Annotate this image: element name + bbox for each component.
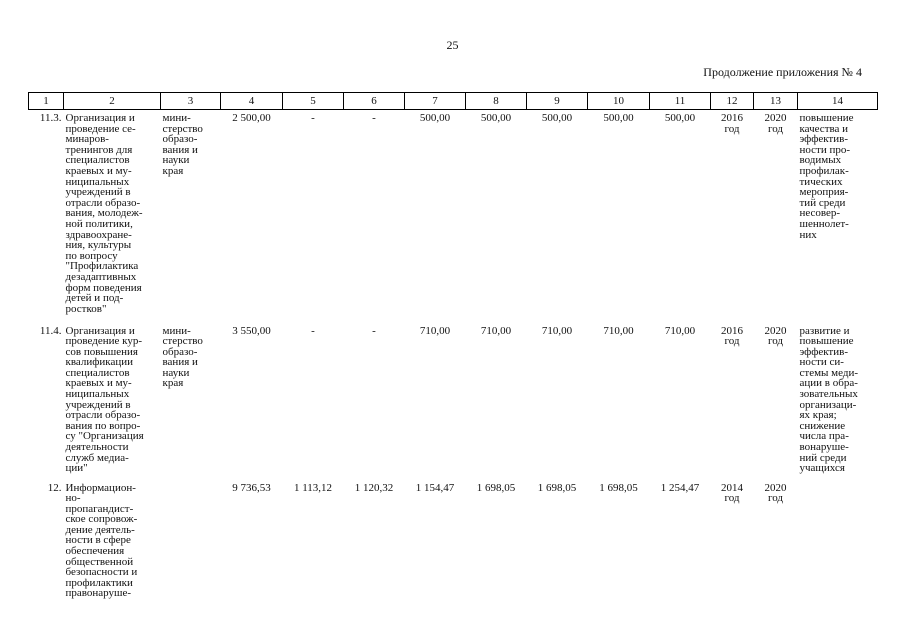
executor: мини- стерство образо- вания и науки края <box>162 324 203 390</box>
column-header: 8 <box>466 93 527 110</box>
row-number: 11.4. <box>39 324 62 337</box>
amount-2014: - <box>311 112 315 124</box>
column-header: 1 <box>29 93 64 110</box>
amount-2015: - <box>372 324 376 337</box>
end-year: 2020 год <box>764 481 787 505</box>
total-amount: 2 500,00 <box>232 112 271 124</box>
amount-2019: 500,00 <box>603 112 634 124</box>
executor <box>161 480 221 610</box>
amount-2019: 1 698,05 <box>599 481 638 494</box>
total-amount: 3 550,00 <box>232 324 271 337</box>
row-number: 12. <box>47 481 62 494</box>
end-year: 2020 год <box>764 324 787 348</box>
amount-2016: 500,00 <box>419 112 451 124</box>
column-header: 5 <box>283 93 344 110</box>
activity-name: Организация и проведение кур- сов повышения квалификации специалистов краевых и му- ниципальных учреждений в отрасли образо- вания по вопро- су "Организация деятельности служб медиа- ции" <box>65 324 144 475</box>
amount-2018: 1 698,05 <box>537 481 577 494</box>
amount-2016: 710,00 <box>419 324 451 337</box>
amount-2014: 1 113,12 <box>293 481 333 494</box>
column-header: 6 <box>344 93 405 110</box>
table-row <box>29 323 878 480</box>
column-header: 14 <box>798 93 878 110</box>
column-header: 10 <box>588 93 650 110</box>
program-table <box>28 92 878 610</box>
amount-2020: 500,00 <box>664 112 696 124</box>
amount-2015: 1 120,32 <box>354 481 394 494</box>
amount-2020: 1 254,47 <box>660 481 700 494</box>
activity-name: Организация и проведение се- минаров- тренингов для специалистов краевых и му- ниципальных учреждений в отрасли образо- вания, молодеж- ной политики, здравоохране- ния, культуры по вопросу "Профилактика дезадаптивных форм поведения детей и под- ростков" <box>65 112 143 315</box>
column-header: 3 <box>161 93 221 110</box>
column-header: 9 <box>527 93 588 110</box>
row-number: 11.3. <box>39 112 62 124</box>
column-header: 4 <box>221 93 283 110</box>
page-number: 25 <box>446 38 459 52</box>
expected-result: повышение качества и эффектив- ности про- водимых профилак- тических мероприя- тий среди несовер- шеннолет- них <box>799 112 854 241</box>
amount-2018: 500,00 <box>541 112 573 124</box>
expected-result: развитие и повышение эффектив- ности си- стемы меди- ации в обра- зовательных организаци- ях края; снижение числа пра- вонаруше- ний среди учащихся <box>799 324 859 475</box>
start-year: 2014 год <box>721 481 743 505</box>
expected-result <box>798 480 878 610</box>
amount-2016: 1 154,47 <box>415 481 455 494</box>
start-year: 2016 год <box>721 112 743 135</box>
header-row <box>29 93 878 110</box>
end-year: 2020 год <box>764 112 787 135</box>
total-amount: 9 736,53 <box>232 481 271 494</box>
activity-name: Информацион- но- пропагандист- ское сопровож- дение деятель- ности в сфере обеспечения общественной безопасности и профилактики правонаруше- <box>65 481 138 600</box>
amount-2017: 500,00 <box>480 112 512 124</box>
table-row <box>29 110 878 323</box>
column-header: 11 <box>650 93 711 110</box>
column-header: 13 <box>754 93 798 110</box>
table-row <box>29 480 878 610</box>
column-header: 7 <box>405 93 466 110</box>
executor: мини- стерство образо- вания и науки края <box>162 112 203 177</box>
amount-2017: 1 698,05 <box>476 481 516 494</box>
amount-2020: 710,00 <box>664 324 696 337</box>
start-year: 2016 год <box>721 324 743 348</box>
amount-2014: - <box>311 324 315 337</box>
amount-2019: 710,00 <box>603 324 634 337</box>
amount-2017: 710,00 <box>480 324 512 337</box>
continuation-label: Продолжение приложения № 4 <box>703 65 862 79</box>
amount-2015: - <box>372 112 376 124</box>
column-header: 12 <box>711 93 754 110</box>
column-header: 2 <box>64 93 161 110</box>
amount-2018: 710,00 <box>541 324 573 337</box>
